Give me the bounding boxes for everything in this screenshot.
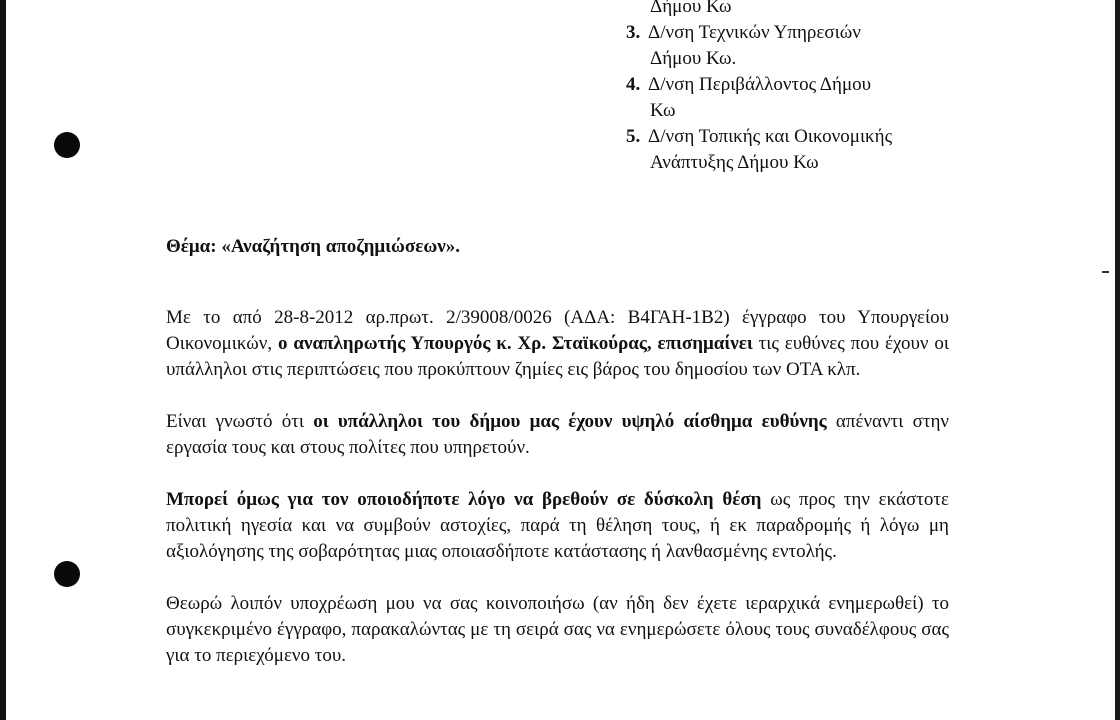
paragraph-text: ως προς την εκάστοτε πολιτική ηγεσία και να συμβούν αστοχίες, παρά τη θέληση τους, ή εκ παραδρομής ή λόγω μη αξιολόγησης της σοβαρότητας μιας οποιασδήποτε κατάστασης ή λανθασμένης εντολής. [166, 489, 950, 562]
recipient-line: Δήμου Κω. [650, 48, 737, 69]
recipient-item [626, 20, 956, 72]
recipient-item [626, 0, 956, 20]
scan-right-edge [1115, 0, 1120, 720]
paragraph-text: Είναι γνωστό ότι [166, 411, 314, 432]
paragraph-3 [166, 487, 949, 565]
paragraph-text: Θεωρώ λοιπόν υποχρέωση μου να σας κοινοποιήσω (αν ήδη δεν έχετε ιεραρχικά ενημερωθεί) το συγκεκριμένο έγγραφο, παρακαλώντας με τη σειρά σας να ενημερώσετε όλους τους συναδέλφους σας για το περιεχόμενο του. [166, 593, 949, 666]
recipients-list [626, 0, 956, 176]
paragraph-text: απέναντι στην εργασία τους και στους πολίτες που υπηρετούν. [166, 411, 949, 458]
fold-mark [1102, 271, 1109, 273]
paragraph-emphasis: οι υπάλληλοι του δήμου μας έχουν υψηλό αίσθημα ευθύνης [313, 411, 827, 432]
paragraph-2 [166, 409, 949, 461]
recipient-line: Δ/νση Τοπικής και Οικονομικής [648, 126, 893, 147]
paragraph-text: Με το από 28-8-2012 αρ.πρωτ. 2/39008/0026 (ΑΔΑ: Β4ΓΑΗ-1Β2) έγγραφο του Υπουργείου Οικονομικών, [166, 307, 949, 354]
paragraph-emphasis: Μπορεί όμως για τον οποιοδήποτε λόγο να βρεθούν σε δύσκολη θέση [166, 489, 762, 510]
recipient-line: Δήμου Κω [650, 0, 732, 17]
recipient-item [626, 72, 956, 124]
letter-body [166, 305, 949, 669]
paragraph-1 [166, 305, 949, 383]
paragraph-emphasis: ο αναπληρωτής Υπουργός κ. Χρ. Σταϊκούρας, επισημαίνει [278, 333, 753, 354]
recipient-line: Κω [650, 100, 676, 121]
recipient-line: Δ/νση Τεχνικών Υπηρεσιών [648, 22, 861, 43]
recipient-number: 5. [626, 126, 641, 147]
recipient-number: 3. [626, 22, 641, 43]
paragraph-text: τις ευθύνες που έχουν οι υπάλληλοι στις περιπτώσεις που προκύπτουν ζημίες εις βάρος του δημοσίου των ΟΤΑ κλπ. [166, 333, 949, 380]
paragraph-4 [166, 591, 949, 669]
punch-hole-top [54, 132, 80, 158]
recipient-line: Δ/νση Περιβάλλοντος Δήμου [648, 74, 872, 95]
recipient-item [626, 124, 956, 176]
punch-hole-bottom [54, 561, 80, 587]
scan-left-edge [0, 0, 6, 720]
recipient-line: Ανάπτυξης Δήμου Κω [650, 152, 819, 173]
subject-line: Θέμα: «Αναζήτηση αποζημιώσεων». [166, 236, 460, 257]
recipient-number: 4. [626, 74, 641, 95]
